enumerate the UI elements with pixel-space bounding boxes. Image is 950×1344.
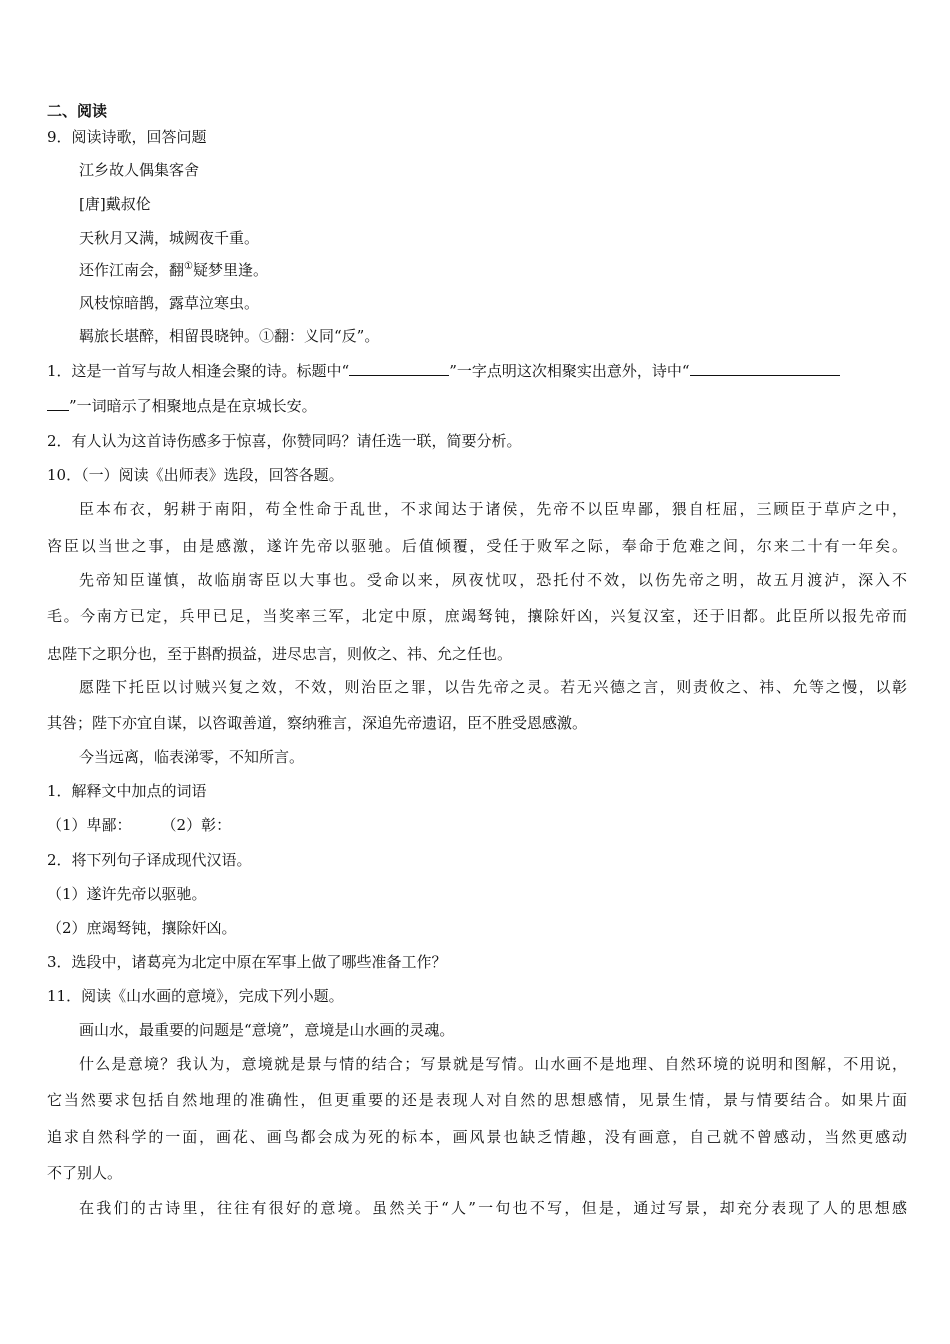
q9-sub1-line-2 [47,396,317,416]
q10-para3-line2: 其咎；陛下亦宜自谋，以咨诹善道，察纳雅言，深追先帝遗诏，臣不胜受恩感激。 [47,714,588,732]
q11-para2-line2: 它当然要求包括自然地理的准确性，但更重要的还是表现人对自然的思想感情，见景生情，景与情要结合。如果片面 [47,1091,907,1109]
q11-para3-line1: 在我们的古诗里，往往有很好的意境。虽然关于“人”一句也不写，但是，通过写景，却充分表现了人的思想感 [79,1199,907,1217]
q11-para2-line1: 什么是意境？我认为，意境就是景与情的结合；写景就是写情。山水画不是地理、自然环境的说明和图解，不用说， [79,1055,907,1073]
q10-sub2-item2: （2）庶竭驽钝，攘除奸凶。 [47,919,237,937]
q9-poem-line-2 [79,260,268,280]
q9-poem-line-2-b: 疑梦里逢。 [192,261,268,279]
answer-blank-2[interactable] [690,361,840,376]
answer-blank-2-continued[interactable] [47,396,69,411]
q9-poem-line-2-a: 还作江南会，翻 [79,261,185,279]
footnote-marker: ① [184,261,193,272]
q10-sub2-item1: （1）遂许先帝以驱驰。 [47,885,207,903]
q9-sub2: 2．有人认为这首诗伤感多于惊喜，你赞同吗？请任选一联，简要分析。 [47,432,522,450]
q10-stem: 10．（一）阅读《出师表》选段，回答各题。 [47,466,344,484]
q11-para1: 画山水，最重要的问题是“意境”，意境是山水画的灵魂。 [79,1021,455,1039]
q11-stem: 11．阅读《山水画的意境》，完成下列小题。 [47,987,344,1005]
q10-sub3: 3．选段中，诸葛亮为北定中原在军事上做了哪些准备工作？ [47,953,447,971]
q11-para2-line3: 追求自然科学的一面，画花、画鸟都会成为死的标本，画风景也缺乏情趣，没有画意，自己就不曾感动，当然更感动 [47,1128,907,1146]
q10-para1-line1: 臣本布衣，躬耕于南阳，苟全性命于乱世，不求闻达于诸侯，先帝不以臣卑鄙，猥自枉屈，三顾臣于草庐之中， [79,500,907,518]
q9-poem-author: [唐]戴叔伦 [79,195,151,213]
q9-sub1-line-1 [47,361,907,381]
q10-sub2: 2．将下列句子译成现代汉语。 [47,851,252,869]
q10-para1-line2: 咨臣以当世之事，由是感激，遂许先帝以驱驰。后值倾覆，受任于败军之际，奉命于危难之间，尔来二十有一年矣。 [47,537,907,555]
q9-sub1-text-c: ”一词暗示了相聚地点是在京城长安。 [69,397,317,415]
q10-para4: 今当远离，临表涕零，不知所言。 [79,748,305,766]
q10-para2-line3: 忠陛下之职分也，至于斟酌损益，进尽忠言，则攸之、祎、允之任也。 [47,645,513,663]
q9-stem: 9．阅读诗歌，回答问题 [47,128,207,146]
q9-sub1-text-a: 1．这是一首写与故人相逢会聚的诗。标题中“ [47,362,350,380]
answer-blank-1[interactable] [349,361,449,376]
q10-para2-line1: 先帝知臣谨慎，故临崩寄臣以大事也。受命以来，夙夜忧叹，恐托付不效，以伤先帝之明，故五月渡泸，深入不 [79,571,907,589]
q10-para3-line1: 愿陛下托臣以讨贼兴复之效，不效，则治臣之罪，以告先帝之灵。若无兴德之言，则责攸之、祎、允等之慢，以彰 [79,678,907,696]
q10-sub1-items: （1）卑鄙： （2）彰： [47,816,232,834]
q10-para2-line2: 毛。今南方已定，兵甲已足，当奖率三军，北定中原，庶竭驽钝，攘除奸凶，兴复汉室，还于旧都。此臣所以报先帝而 [47,607,907,625]
q9-sub1-text-b: ”一字点明这次相聚实出意外，诗中“ [449,362,690,380]
q9-poem-line-3: 风枝惊暗鹊，露草泣寒虫。 [79,294,260,312]
q11-para2-line4: 不了别人。 [47,1164,123,1182]
q9-poem-line-1: 天秋月又满，城阙夜千重。 [79,229,260,247]
section-title: 二、阅读 [47,102,108,120]
q9-poem-title: 江乡故人偶集客舍 [79,161,200,179]
q10-sub1: 1．解释文中加点的词语 [47,782,207,800]
q9-poem-line-4: 羁旅长堪醉，相留畏晓钟。①翻：义同“反”。 [79,327,380,345]
